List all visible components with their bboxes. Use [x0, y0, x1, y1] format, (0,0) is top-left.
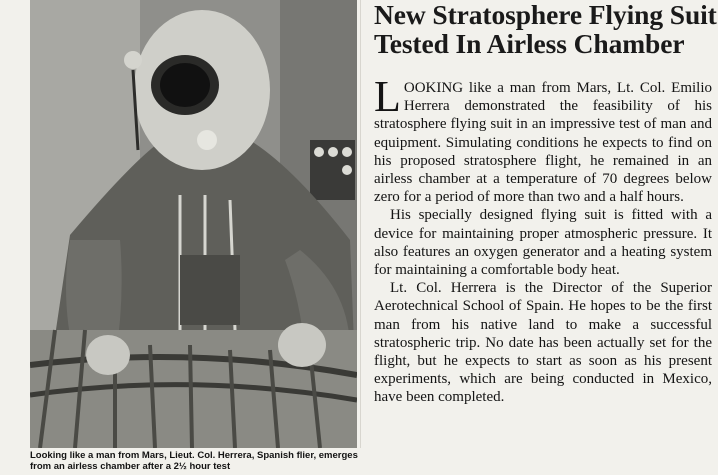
article-body [374, 72, 712, 407]
article-headline [374, 0, 717, 59]
headline-line-1: New Stratosphere Flying Suit [374, 0, 717, 30]
article-paragraph-2: His specially designed flying suit is fitted with a device for maintaining proper atmospheric pressure. It also features an oxygen generator and a heating system for maintaining a comfortable body heat. [374, 207, 712, 279]
article-paragraph-3: Lt. Col. Herrera is the Director of the Superior Aerotechnical School of Spain. He hopes to be the first man from his native land to make a successful stratospheric trip. No date has been actually set for the flight, but he expects to start as soon as his present experiments, which are being conducted in Mexico, have been completed. [374, 280, 712, 406]
paragraph-1-text: OOKING like a man from Mars, Lt. Col. Emilio Herrera demonstrated the feasibility of his stratosphere flying suit in an impressive test of man and equipment. Simulating conditions he expects to find on his proposed stratosphere flight, he remained in an airless chamber at a temperature of 70 degrees below zero for a period of more than two and a half hours. [374, 80, 712, 206]
headline-line-2: Tested In Airless Chamber [374, 28, 685, 59]
drop-cap: L [374, 72, 401, 121]
article-photo [30, 0, 357, 448]
article-paragraph-1 [374, 72, 712, 206]
photo-caption: Looking like a man from Mars, Lieut. Col. Herrera, Spanish flier, emerges from an airless chamber after a 2½ hour test [30, 450, 358, 472]
column-divider [360, 0, 361, 448]
article-column [374, 0, 717, 407]
